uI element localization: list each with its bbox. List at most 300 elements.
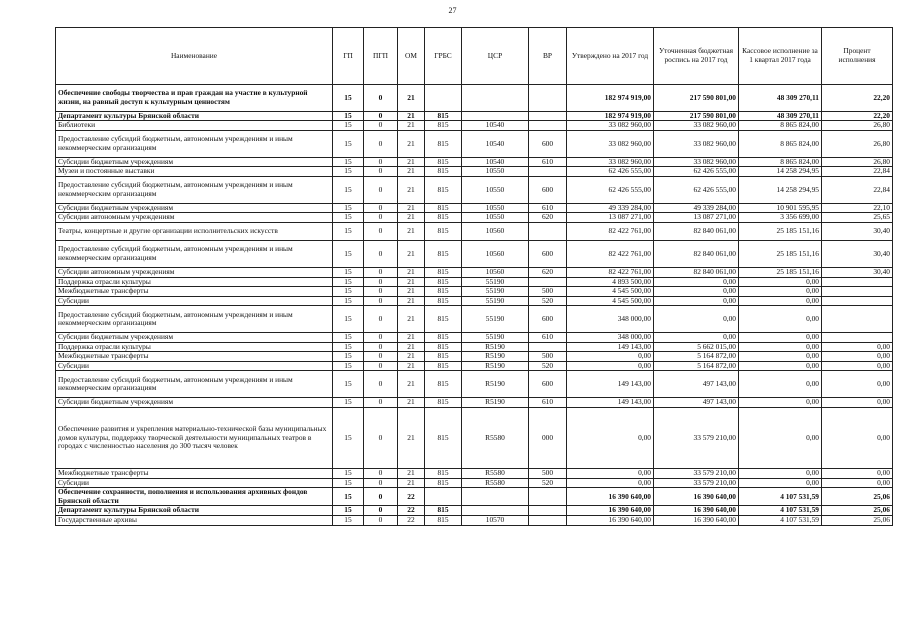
cell-pgp: 0 — [364, 361, 398, 371]
cell-refined: 49 339 284,00 — [654, 203, 739, 213]
cell-name: Театры, концертные и другие организации исполнительских искусств — [56, 222, 333, 240]
cell-refined: 62 426 555,00 — [654, 176, 739, 203]
table-row — [56, 167, 893, 177]
cell-name: Департамент культуры Брянской области — [56, 506, 333, 516]
cell-vr: 500 — [529, 352, 567, 362]
table-row — [56, 85, 893, 112]
cell-refined: 13 087 271,00 — [654, 213, 739, 223]
cell-csr: 10540 — [462, 130, 529, 157]
cell-percent: 0,00 — [822, 352, 893, 362]
cell-pgp: 0 — [364, 516, 398, 526]
table-row — [56, 361, 893, 371]
cell-vr: 600 — [529, 130, 567, 157]
cell-vr: 520 — [529, 478, 567, 488]
cell-om: 21 — [398, 241, 425, 268]
cell-vr — [529, 167, 567, 177]
cell-vr: 600 — [529, 241, 567, 268]
cell-approved: 82 422 761,00 — [567, 241, 654, 268]
table-row — [56, 130, 893, 157]
cell-csr: 10550 — [462, 176, 529, 203]
cell-pgp: 0 — [364, 111, 398, 121]
cell-vr: 610 — [529, 157, 567, 167]
cell-cash: 0,00 — [739, 398, 822, 408]
cell-csr: 10550 — [462, 213, 529, 223]
cell-gp: 15 — [333, 176, 364, 203]
cell-name: Субсидии — [56, 296, 333, 306]
cell-cash: 48 309 270,11 — [739, 111, 822, 121]
cell-approved: 62 426 555,00 — [567, 167, 654, 177]
cell-cash: 0,00 — [739, 342, 822, 352]
cell-om: 22 — [398, 506, 425, 516]
cell-name: Предоставление субсидий бюджетным, автономным учреждениям и иным некоммерческим организациям — [56, 176, 333, 203]
cell-om: 21 — [398, 469, 425, 479]
cell-grbs: 815 — [425, 516, 462, 526]
cell-pgp: 0 — [364, 506, 398, 516]
cell-percent: 0,00 — [822, 407, 893, 468]
cell-approved: 0,00 — [567, 407, 654, 468]
table-row — [56, 222, 893, 240]
table-row — [56, 296, 893, 306]
cell-om: 21 — [398, 361, 425, 371]
cell-approved: 149 143,00 — [567, 371, 654, 398]
cell-grbs: 815 — [425, 371, 462, 398]
cell-grbs: 815 — [425, 176, 462, 203]
table-row — [56, 407, 893, 468]
cell-name: Обеспечение свободы творчества и прав граждан на участие в культурной жизни, на равный доступ к культурным ценностям — [56, 85, 333, 112]
cell-csr: 55190 — [462, 306, 529, 333]
cell-refined: 82 840 061,00 — [654, 222, 739, 240]
cell-percent: 0,00 — [822, 371, 893, 398]
cell-gp: 15 — [333, 352, 364, 362]
cell-om: 21 — [398, 287, 425, 297]
cell-name: Музеи и постоянные выставки — [56, 167, 333, 177]
cell-percent: 0,00 — [822, 469, 893, 479]
cell-om: 21 — [398, 277, 425, 287]
cell-approved: 16 390 640,00 — [567, 506, 654, 516]
cell-om: 21 — [398, 342, 425, 352]
cell-gp: 15 — [333, 488, 364, 506]
cell-cash: 0,00 — [739, 469, 822, 479]
cell-approved: 82 422 761,00 — [567, 222, 654, 240]
cell-pgp: 0 — [364, 130, 398, 157]
cell-percent: 22,20 — [822, 111, 893, 121]
cell-name: Государственные архивы — [56, 516, 333, 526]
cell-cash: 3 356 699,00 — [739, 213, 822, 223]
table-body — [56, 85, 893, 526]
cell-gp: 15 — [333, 222, 364, 240]
table-row — [56, 277, 893, 287]
cell-refined: 33 579 210,00 — [654, 478, 739, 488]
cell-gp: 15 — [333, 167, 364, 177]
cell-gp: 15 — [333, 306, 364, 333]
cell-vr: 620 — [529, 267, 567, 277]
cell-csr — [462, 506, 529, 516]
cell-name: Субсидии бюджетным учреждениям — [56, 398, 333, 408]
cell-gp: 15 — [333, 296, 364, 306]
cell-refined: 5 662 015,00 — [654, 342, 739, 352]
cell-cash: 0,00 — [739, 333, 822, 343]
cell-csr: R5190 — [462, 352, 529, 362]
table-row — [56, 333, 893, 343]
cell-pgp: 0 — [364, 267, 398, 277]
cell-pgp: 0 — [364, 203, 398, 213]
header-grbs: ГРБС — [425, 28, 462, 85]
cell-grbs: 815 — [425, 506, 462, 516]
cell-cash: 0,00 — [739, 352, 822, 362]
cell-grbs: 815 — [425, 203, 462, 213]
cell-vr — [529, 111, 567, 121]
cell-gp: 15 — [333, 85, 364, 112]
cell-csr: 55190 — [462, 287, 529, 297]
cell-csr: 55190 — [462, 333, 529, 343]
table-header-row — [56, 28, 893, 85]
cell-cash: 8 865 824,00 — [739, 157, 822, 167]
cell-name: Субсидии автономным учреждениям — [56, 213, 333, 223]
cell-csr: 10550 — [462, 167, 529, 177]
cell-refined: 0,00 — [654, 277, 739, 287]
cell-csr: 10540 — [462, 157, 529, 167]
cell-name: Поддержка отрасли культуры — [56, 277, 333, 287]
cell-refined: 33 579 210,00 — [654, 469, 739, 479]
cell-gp: 15 — [333, 407, 364, 468]
cell-pgp: 0 — [364, 342, 398, 352]
cell-percent: 30,40 — [822, 241, 893, 268]
cell-om: 21 — [398, 267, 425, 277]
cell-gp: 15 — [333, 241, 364, 268]
cell-grbs: 815 — [425, 333, 462, 343]
cell-refined: 62 426 555,00 — [654, 167, 739, 177]
cell-pgp: 0 — [364, 398, 398, 408]
cell-approved: 348 000,00 — [567, 306, 654, 333]
cell-approved: 33 082 960,00 — [567, 130, 654, 157]
cell-grbs: 815 — [425, 111, 462, 121]
cell-vr — [529, 85, 567, 112]
cell-percent: 22,20 — [822, 85, 893, 112]
cell-pgp: 0 — [364, 407, 398, 468]
cell-pgp: 0 — [364, 176, 398, 203]
cell-grbs: 815 — [425, 213, 462, 223]
cell-csr — [462, 85, 529, 112]
cell-refined: 82 840 061,00 — [654, 241, 739, 268]
cell-approved: 4 545 500,00 — [567, 296, 654, 306]
cell-cash: 0,00 — [739, 296, 822, 306]
cell-percent: 26,80 — [822, 157, 893, 167]
cell-pgp: 0 — [364, 167, 398, 177]
cell-percent: 30,40 — [822, 267, 893, 277]
cell-refined: 33 082 960,00 — [654, 121, 739, 131]
cell-approved: 0,00 — [567, 478, 654, 488]
cell-om: 21 — [398, 352, 425, 362]
cell-approved: 16 390 640,00 — [567, 488, 654, 506]
cell-refined: 497 143,00 — [654, 398, 739, 408]
table-row — [56, 478, 893, 488]
cell-name: Межбюджетные трансферты — [56, 287, 333, 297]
cell-percent: 25,65 — [822, 213, 893, 223]
cell-om: 22 — [398, 488, 425, 506]
page-number: 27 — [448, 6, 457, 15]
cell-grbs: 815 — [425, 167, 462, 177]
cell-approved: 149 143,00 — [567, 398, 654, 408]
cell-pgp: 0 — [364, 296, 398, 306]
cell-pgp: 0 — [364, 85, 398, 112]
cell-gp: 15 — [333, 267, 364, 277]
cell-percent: 22,10 — [822, 203, 893, 213]
cell-vr — [529, 488, 567, 506]
table-row — [56, 398, 893, 408]
header-om: ОМ — [398, 28, 425, 85]
cell-refined: 16 390 640,00 — [654, 516, 739, 526]
cell-refined: 217 590 801,00 — [654, 111, 739, 121]
cell-approved: 4 545 500,00 — [567, 287, 654, 297]
table-row — [56, 342, 893, 352]
cell-gp: 15 — [333, 342, 364, 352]
cell-name: Субсидии бюджетным учреждениям — [56, 203, 333, 213]
cell-name: Субсидии — [56, 361, 333, 371]
budget-execution-table — [55, 27, 893, 526]
cell-vr: 500 — [529, 287, 567, 297]
cell-cash: 8 865 824,00 — [739, 130, 822, 157]
cell-vr: 600 — [529, 176, 567, 203]
cell-percent: 25,06 — [822, 506, 893, 516]
table-row — [56, 488, 893, 506]
cell-percent: 22,84 — [822, 176, 893, 203]
cell-percent: 0,00 — [822, 342, 893, 352]
cell-percent: 26,80 — [822, 130, 893, 157]
cell-percent — [822, 333, 893, 343]
cell-name: Обеспечение развития и укрепления материально-технической базы муниципальных домов культуры, поддержку творческой деятельности муниципальных театров в городах с численностью населения до 300 тысяч человек — [56, 407, 333, 468]
cell-gp: 15 — [333, 121, 364, 131]
cell-cash: 25 185 151,16 — [739, 222, 822, 240]
cell-refined: 497 143,00 — [654, 371, 739, 398]
cell-refined: 5 164 872,00 — [654, 361, 739, 371]
cell-csr: R5190 — [462, 361, 529, 371]
table-row — [56, 111, 893, 121]
cell-csr: R5580 — [462, 478, 529, 488]
cell-cash: 0,00 — [739, 306, 822, 333]
cell-percent: 0,00 — [822, 478, 893, 488]
cell-name: Обеспечение сохранности, пополнения и использования архивных фондов Брянской области — [56, 488, 333, 506]
header-approved: Утверждено на 2017 год — [567, 28, 654, 85]
cell-pgp: 0 — [364, 213, 398, 223]
cell-gp: 15 — [333, 203, 364, 213]
cell-vr: 500 — [529, 469, 567, 479]
cell-approved: 33 082 960,00 — [567, 121, 654, 131]
cell-gp: 15 — [333, 516, 364, 526]
cell-pgp: 0 — [364, 371, 398, 398]
cell-cash: 14 258 294,95 — [739, 176, 822, 203]
table-row — [56, 241, 893, 268]
cell-cash: 4 107 531,59 — [739, 488, 822, 506]
cell-grbs: 815 — [425, 469, 462, 479]
cell-refined: 0,00 — [654, 287, 739, 297]
cell-om: 21 — [398, 203, 425, 213]
cell-approved: 49 339 284,00 — [567, 203, 654, 213]
cell-csr: 10570 — [462, 516, 529, 526]
cell-name: Предоставление субсидий бюджетным, автономным учреждениям и иным некоммерческим организациям — [56, 371, 333, 398]
cell-grbs: 815 — [425, 277, 462, 287]
cell-grbs: 815 — [425, 352, 462, 362]
cell-pgp: 0 — [364, 488, 398, 506]
cell-gp: 15 — [333, 130, 364, 157]
cell-refined: 33 082 960,00 — [654, 130, 739, 157]
cell-refined: 0,00 — [654, 333, 739, 343]
header-refined: Уточненная бюджетная роспись на 2017 год — [654, 28, 739, 85]
cell-approved: 4 893 500,00 — [567, 277, 654, 287]
cell-om: 21 — [398, 157, 425, 167]
cell-gp: 15 — [333, 111, 364, 121]
cell-csr: R5190 — [462, 398, 529, 408]
cell-cash: 4 107 531,59 — [739, 516, 822, 526]
cell-om: 21 — [398, 130, 425, 157]
cell-approved: 348 000,00 — [567, 333, 654, 343]
cell-gp: 15 — [333, 506, 364, 516]
cell-cash: 0,00 — [739, 287, 822, 297]
cell-pgp: 0 — [364, 121, 398, 131]
cell-pgp: 0 — [364, 241, 398, 268]
table-row — [56, 516, 893, 526]
cell-cash: 0,00 — [739, 277, 822, 287]
cell-refined: 16 390 640,00 — [654, 488, 739, 506]
cell-percent — [822, 277, 893, 287]
cell-grbs: 815 — [425, 296, 462, 306]
cell-refined: 33 082 960,00 — [654, 157, 739, 167]
cell-pgp: 0 — [364, 352, 398, 362]
cell-name: Межбюджетные трансферты — [56, 352, 333, 362]
cell-pgp: 0 — [364, 333, 398, 343]
cell-grbs: 815 — [425, 407, 462, 468]
header-gp: ГП — [333, 28, 364, 85]
cell-name: Межбюджетные трансферты — [56, 469, 333, 479]
header-percent: Процент исполнения — [822, 28, 893, 85]
cell-approved: 0,00 — [567, 469, 654, 479]
cell-om: 21 — [398, 222, 425, 240]
cell-cash: 8 865 824,00 — [739, 121, 822, 131]
cell-om: 21 — [398, 213, 425, 223]
cell-cash: 14 258 294,95 — [739, 167, 822, 177]
table-row — [56, 213, 893, 223]
cell-csr — [462, 111, 529, 121]
cell-refined: 82 840 061,00 — [654, 267, 739, 277]
cell-gp: 15 — [333, 371, 364, 398]
cell-vr — [529, 342, 567, 352]
header-csr: ЦСР — [462, 28, 529, 85]
cell-csr: 10560 — [462, 222, 529, 240]
cell-grbs: 815 — [425, 478, 462, 488]
cell-cash: 0,00 — [739, 371, 822, 398]
cell-approved: 82 422 761,00 — [567, 267, 654, 277]
cell-pgp: 0 — [364, 222, 398, 240]
cell-om: 21 — [398, 121, 425, 131]
cell-om: 21 — [398, 407, 425, 468]
cell-gp: 15 — [333, 157, 364, 167]
cell-grbs — [425, 85, 462, 112]
cell-vr: 000 — [529, 407, 567, 468]
cell-grbs: 815 — [425, 287, 462, 297]
cell-gp: 15 — [333, 478, 364, 488]
cell-om: 21 — [398, 111, 425, 121]
cell-gp: 15 — [333, 469, 364, 479]
cell-vr — [529, 516, 567, 526]
cell-percent — [822, 296, 893, 306]
cell-cash: 10 901 595,95 — [739, 203, 822, 213]
table-row — [56, 121, 893, 131]
cell-percent: 0,00 — [822, 398, 893, 408]
cell-om: 22 — [398, 516, 425, 526]
cell-vr — [529, 121, 567, 131]
cell-grbs: 815 — [425, 241, 462, 268]
cell-vr: 610 — [529, 333, 567, 343]
cell-grbs: 815 — [425, 398, 462, 408]
cell-pgp: 0 — [364, 306, 398, 333]
cell-vr: 610 — [529, 398, 567, 408]
cell-vr: 600 — [529, 306, 567, 333]
cell-percent: 25,06 — [822, 516, 893, 526]
table-row — [56, 287, 893, 297]
cell-approved: 182 974 919,00 — [567, 85, 654, 112]
cell-grbs — [425, 488, 462, 506]
cell-vr: 520 — [529, 361, 567, 371]
cell-grbs: 815 — [425, 361, 462, 371]
cell-refined: 0,00 — [654, 296, 739, 306]
cell-gp: 15 — [333, 277, 364, 287]
cell-approved: 182 974 919,00 — [567, 111, 654, 121]
table-row — [56, 267, 893, 277]
cell-vr — [529, 222, 567, 240]
cell-vr: 600 — [529, 371, 567, 398]
cell-csr: 10550 — [462, 203, 529, 213]
cell-om: 21 — [398, 371, 425, 398]
cell-refined: 16 390 640,00 — [654, 506, 739, 516]
table-row — [56, 157, 893, 167]
table-row — [56, 176, 893, 203]
cell-pgp: 0 — [364, 157, 398, 167]
cell-pgp: 0 — [364, 469, 398, 479]
cell-vr — [529, 506, 567, 516]
cell-name: Субсидии бюджетным учреждениям — [56, 333, 333, 343]
cell-csr: R5190 — [462, 371, 529, 398]
cell-gp: 15 — [333, 361, 364, 371]
cell-percent: 25,06 — [822, 488, 893, 506]
cell-refined: 33 579 210,00 — [654, 407, 739, 468]
cell-pgp: 0 — [364, 277, 398, 287]
table-row — [56, 352, 893, 362]
cell-gp: 15 — [333, 333, 364, 343]
cell-refined: 5 164 872,00 — [654, 352, 739, 362]
cell-approved: 149 143,00 — [567, 342, 654, 352]
cell-percent: 22,84 — [822, 167, 893, 177]
cell-vr: 520 — [529, 296, 567, 306]
cell-gp: 15 — [333, 398, 364, 408]
cell-csr: R5580 — [462, 407, 529, 468]
cell-grbs: 815 — [425, 306, 462, 333]
cell-percent: 0,00 — [822, 361, 893, 371]
cell-csr: 55190 — [462, 277, 529, 287]
cell-om: 21 — [398, 296, 425, 306]
cell-name: Предоставление субсидий бюджетным, автономным учреждениям и иным некоммерческим организациям — [56, 306, 333, 333]
cell-gp: 15 — [333, 213, 364, 223]
cell-name: Поддержка отрасли культуры — [56, 342, 333, 352]
cell-cash: 25 185 151,16 — [739, 241, 822, 268]
cell-om: 21 — [398, 306, 425, 333]
cell-approved: 62 426 555,00 — [567, 176, 654, 203]
cell-cash: 0,00 — [739, 361, 822, 371]
header-name: Наименование — [56, 28, 333, 85]
cell-csr: 55190 — [462, 296, 529, 306]
cell-om: 21 — [398, 176, 425, 203]
cell-cash: 0,00 — [739, 478, 822, 488]
cell-name: Предоставление субсидий бюджетным, автономным учреждениям и иным некоммерческим организациям — [56, 241, 333, 268]
cell-csr: 10540 — [462, 121, 529, 131]
